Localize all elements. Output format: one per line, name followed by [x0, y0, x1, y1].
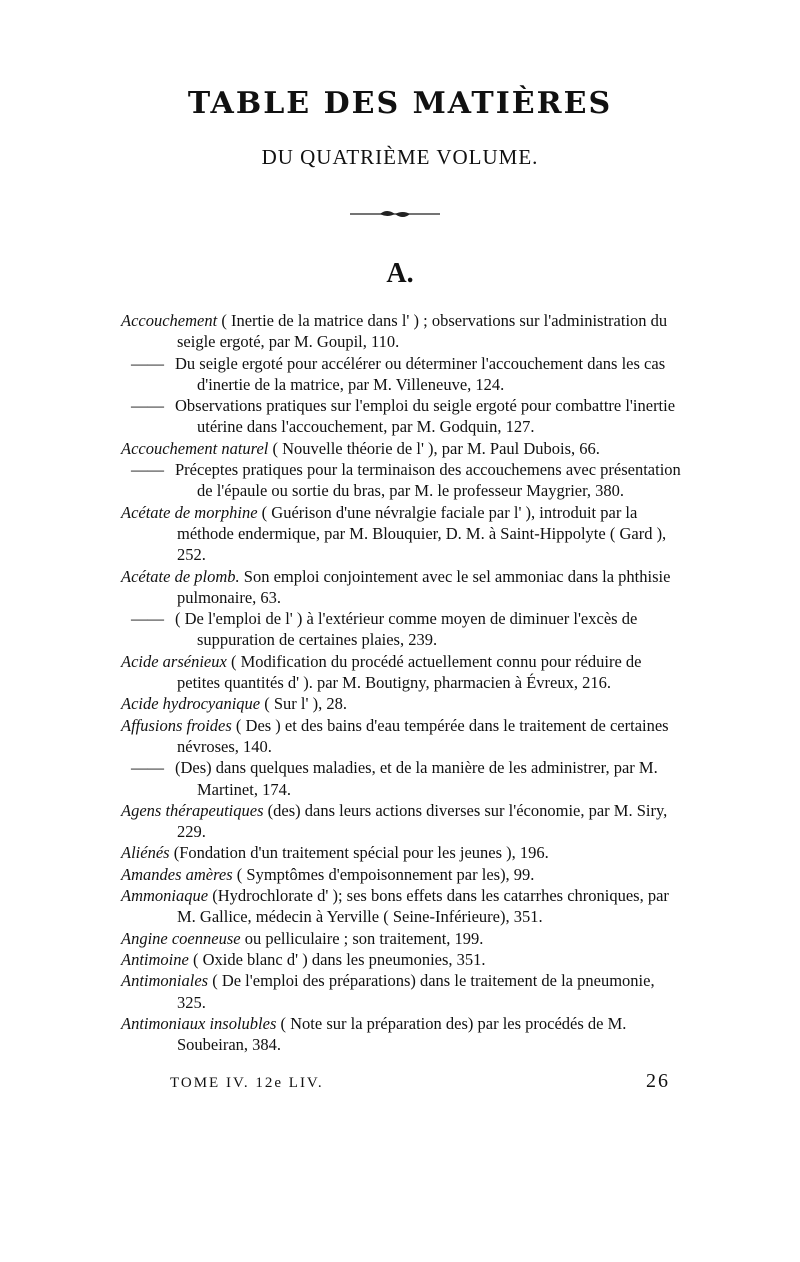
- entry-term: Acétate de morphine: [121, 502, 258, 522]
- index-entry: [121, 693, 681, 714]
- entry-term: Ammoniaque: [121, 886, 209, 906]
- entry-term: Affusions froides: [121, 715, 232, 735]
- subentry-description: Du seigle ergoté pour accélérer ou déterminer l'accouchement dans les cas d'inertie de la matrice, par M. Villeneuve, 124.: [175, 353, 666, 394]
- entry-term: Amandes amères: [121, 864, 233, 884]
- index-subentry: [131, 757, 681, 800]
- entry-term: Acide arsénieux: [121, 651, 227, 671]
- entry-description: ( Des ) et des bains d'eau tempérée dans le traitement de certaines névroses, 140.: [177, 715, 669, 756]
- entry-term: Angine coenneuse: [121, 928, 241, 948]
- entry-term: Antimoniaux insolubles: [121, 1013, 277, 1033]
- entry-term: Agens thérapeutiques: [121, 800, 264, 820]
- section-letter: A.: [386, 258, 414, 289]
- entry-description: ( Inertie de la matrice dans l' ) ; observations sur l'administration du seigle ergoté, par M. Goupil, 110.: [177, 311, 668, 352]
- index-entry: [121, 715, 681, 758]
- entry-term: Aliénés: [121, 843, 170, 863]
- signature-mark: TOME IV. 12e LIV.: [170, 1075, 324, 1091]
- entry-term: Antimoine: [121, 949, 189, 969]
- index-entry: [121, 949, 681, 970]
- page-title: TABLE DES MATIÈRES: [187, 86, 613, 121]
- index-entry: [121, 842, 681, 863]
- subentry-description: ( De l'emploi de l' ) à l'extérieur comme moyen de diminuer l'excès de suppuration de certaines plaies, 239.: [175, 609, 638, 650]
- entry-description: Son emploi conjointement avec le sel ammoniac dans la phthisie pulmonaire, 63.: [177, 566, 671, 607]
- index-subentry: [131, 395, 681, 438]
- entry-term: Acétate de plomb.: [121, 566, 240, 586]
- index-entry: [121, 438, 681, 459]
- index-subentry: [131, 353, 681, 396]
- index-subentry: [131, 608, 681, 651]
- ornament-divider: [340, 207, 450, 221]
- index-entries: [121, 310, 681, 1055]
- page-number: 26: [646, 1070, 670, 1092]
- entry-description: (Fondation d'un traitement spécial pour les jeunes ), 196.: [169, 843, 549, 863]
- repeat-dash: ——: [131, 758, 164, 778]
- entry-description: ( Sur l' ), 28.: [260, 694, 347, 714]
- index-entry: [121, 928, 681, 949]
- entry-term: Accouchement: [121, 311, 218, 330]
- entry-description: ( Oxide blanc d' ) dans les pneumonies, 351.: [188, 949, 486, 969]
- index-subentry: [131, 459, 681, 502]
- repeat-dash: ——: [131, 353, 164, 373]
- page-subtitle: DU QUATRIÈME VOLUME.: [261, 145, 539, 169]
- index-entry: [121, 1013, 681, 1056]
- repeat-dash: ——: [131, 460, 164, 480]
- index-entry: [121, 502, 681, 566]
- entry-description: (Hydrochlorate d' ); ses bons effets dans les catarrhes chroniques, par M. Gallice, médecin à Yerville ( Seine-Inférieure), 351.: [177, 886, 669, 927]
- index-entry: [121, 566, 681, 609]
- index-entry: [121, 651, 681, 694]
- entry-description: ( Modification du procédé actuellement connu pour réduire de petites quantités d' ). par M. Boutigny, pharmacien à Évreux, 216.: [177, 651, 642, 693]
- repeat-dash: ——: [131, 396, 164, 416]
- subentry-description: (Des) dans quelques maladies, et de la manière de les administrer, par M. Martinet, 174.: [175, 758, 658, 799]
- index-entry: [121, 864, 681, 885]
- entry-description: ( Note sur la préparation des) par les procédés de M. Soubeiran, 384.: [177, 1013, 627, 1055]
- subentry-description: Préceptes pratiques pour la terminaison des accouchemens avec présentation de l'épaule ou sortie du bras, par M. le professeur Maygrier, 380.: [175, 460, 681, 501]
- index-entry: [121, 885, 681, 928]
- index-entry: [121, 310, 681, 353]
- repeat-dash: ——: [131, 609, 164, 629]
- entry-description: ( De l'emploi des préparations) dans le traitement de la pneumonie, 325.: [177, 971, 655, 1012]
- entry-description: ( Symptômes d'empoisonnement par les), 99.: [232, 864, 535, 884]
- index-entry: [121, 970, 681, 1013]
- entry-description: ( Guérison d'une névralgie faciale par l' ), introduit par la méthode endermique, par M. Blouquier, D. M. à Saint-Hippolyte ( Gard ), 252.: [177, 502, 667, 565]
- entry-term: Acide hydrocyanique: [121, 694, 261, 714]
- entry-description: (des) dans leurs actions diverses sur l'économie, par M. Siry, 229.: [177, 800, 668, 842]
- entry-term: Accouchement naturel: [121, 438, 269, 458]
- entry-description: ( Nouvelle théorie de l' ), par M. Paul Dubois, 66.: [268, 438, 600, 458]
- entry-description: ou pelliculaire ; son traitement, 199.: [240, 928, 484, 948]
- entry-term: Antimoniales: [121, 971, 209, 991]
- index-entry: [121, 800, 681, 843]
- subentry-description: Observations pratiques sur l'emploi du seigle ergoté pour combattre l'inertie utérine dans l'accouchement, par M. Godquin, 127.: [175, 396, 676, 437]
